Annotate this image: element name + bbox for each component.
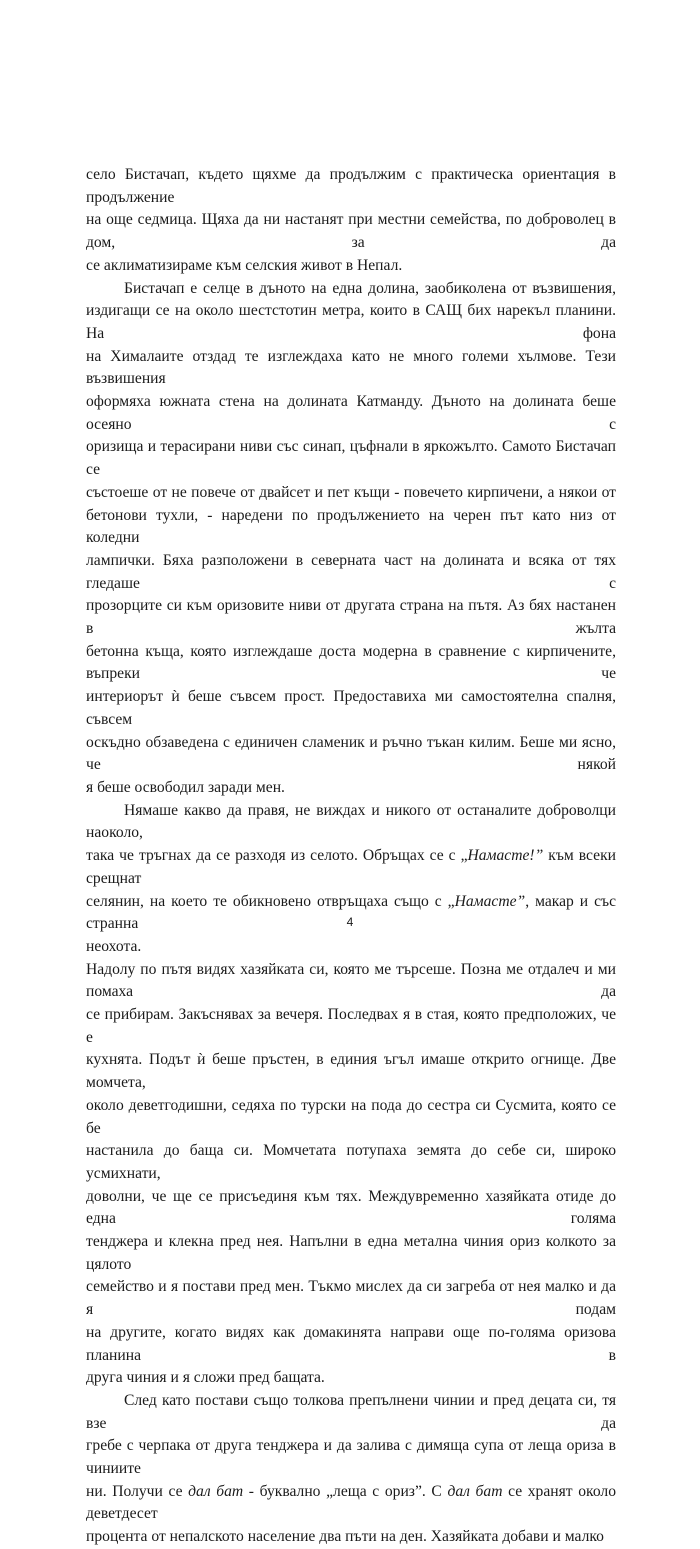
text-line: доволни, че ще се присъединя към тях. Междувременно хазяйката отиде до една голяма	[86, 1187, 616, 1228]
text-run: ни. Получи се	[86, 1482, 189, 1500]
text-line: я беше освободил заради мен.	[86, 778, 285, 796]
text-line: около деветгодишни, седяха по турски на пода до сестра си Сусмита, която се бе	[86, 1096, 616, 1137]
paragraph	[86, 1390, 616, 1549]
text-line: Надолу по пътя видях хазяйката си, която ме търсеше. Позна ме отдалеч и ми помаха да	[86, 960, 616, 1001]
italic-phrase: Намасте!”	[467, 847, 544, 865]
text-run: се хранят около деветдесет	[86, 1482, 616, 1523]
text-line: на другите, когато видях как домакинята направи още по-голяма оризова планина в	[86, 1323, 616, 1364]
text-run: към всеки срещнат	[86, 847, 617, 887]
text-line	[86, 845, 616, 890]
text-line: Нямаше какво да правя, не виждах и никого от останалите доброволци наоколо,	[86, 801, 616, 842]
italic-phrase: дал бат	[188, 1482, 244, 1500]
text-run: , макар и със странна	[86, 892, 616, 933]
text-line: лампички. Бяха разположени в северната част на долината и всяка от тях гледаше с	[86, 551, 616, 592]
text-line: бетонна къща, която изглеждаше доста модерна в сравнение с кирпичените, въпреки че	[86, 642, 616, 683]
text-line: гребе с черпака от друга тенджера и да залива с димяща супа от леща ориза в чиниите	[86, 1437, 616, 1478]
text-line: кухнята. Подът ѝ беше пръстен, в единия ъгъл имаше открито огнище. Две момчета,	[86, 1051, 616, 1092]
text-line: на Хималаите отздад те изглеждаха като не много големи хълмове. Тези възвишения	[86, 347, 616, 388]
text-line	[86, 891, 616, 936]
text-line: интериорът ѝ беше съвсем прост. Предоставиха ми самостоятелна спалня, съвсем	[86, 688, 616, 728]
text-line: неохота.	[86, 937, 142, 955]
paragraph	[86, 959, 616, 1390]
text-line: се прибирам. Закъснявах за вечеря. Последвах я в стая, която предположих, че е	[86, 1006, 616, 1046]
text-line: оформяха южната стена на долината Катманду. Дъното на долината беше осеяно с	[86, 393, 616, 433]
text-line: бетонови тухли, - наредени по продължението на черен път като низ от коледни	[86, 506, 616, 547]
text-line: настанила до баща си. Момчетата потупаха земята до себе си, широко усмихнати,	[86, 1142, 616, 1182]
text-line: процента от непалското население два пъти на ден. Хазяйката добави и малко	[86, 1528, 604, 1546]
italic-phrase: дал бат	[447, 1482, 503, 1500]
paragraph	[86, 278, 616, 800]
text-line: издигащи се на около шестстотин метра, които в САЩ бих нарекъл планини. На фона	[86, 302, 616, 342]
text-run: - буквално „леща с ориз”. С	[243, 1482, 448, 1500]
text-line	[86, 1481, 616, 1526]
text-line: оскъдно обзаведена с единичен сламеник и ръчно тъкан килим. Беше ми ясно, че някой	[86, 733, 616, 774]
paragraph	[86, 164, 616, 278]
body-text	[86, 164, 616, 1549]
text-line: състоеше от не повече от двайсет и пет къщи - повечето кирпичени, а някои от	[86, 483, 616, 501]
text-line: на още седмица. Щяха да ни настанят при местни семейства, по доброволец в дом, за да	[86, 211, 616, 252]
text-line: прозорците си към оризовите ниви от другата страна на пътя. Аз бях настанен в жълта	[86, 597, 616, 638]
text-run: селянин, на което те обикновено отвръщаха също с „	[86, 892, 455, 910]
text-line: След като постави също толкова препълнени чинии и пред децата си, тя взе да	[86, 1391, 616, 1432]
text-line: се аклиматизираме към селския живот в Непал.	[86, 256, 403, 274]
page-number: 4	[346, 915, 354, 929]
text-line: семейство и я постави пред мен. Тъкмо мислех да си загреба от нея малко и да я подам	[86, 1278, 616, 1319]
italic-phrase: Намасте”	[454, 892, 526, 910]
text-line: село Бистачап, където щяхме да продължим с практическа ориентация в продължение	[86, 166, 616, 206]
text-line: друга чиния и я сложи пред бащата.	[86, 1369, 325, 1387]
text-run: така че тръгнах да се разходя из селото. Обръщах се с „	[86, 847, 468, 865]
text-line: тенджера и клекна пред нея. Напълни в една метална чиния ориз колкото за цялото	[86, 1233, 616, 1273]
text-line: Бистачап е селце в дъното на една долина, заобиколена от възвишения,	[124, 279, 616, 297]
text-line: оризища и терасирани ниви със синап, цъфнали в яркожълто. Самото Бистачап се	[86, 438, 616, 479]
paragraph	[86, 800, 616, 959]
